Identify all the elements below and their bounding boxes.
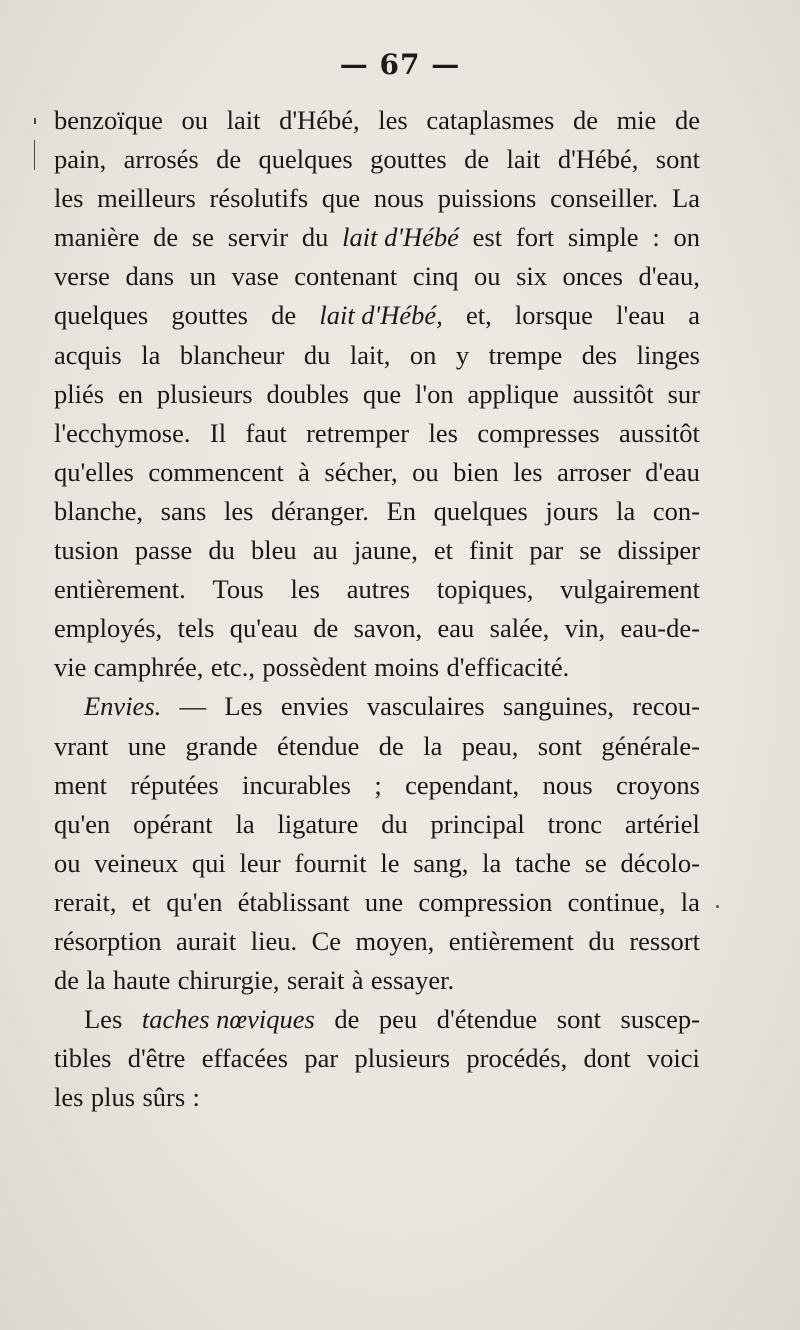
word: les [223, 495, 254, 526]
word: lait [506, 144, 541, 175]
word: topiques, [436, 574, 534, 605]
word: lait, [349, 339, 391, 370]
word: ressort [629, 925, 700, 956]
word: linges [636, 339, 700, 370]
word: verse [54, 261, 110, 292]
word: la [423, 730, 443, 761]
word: tronc [547, 808, 603, 839]
word: et [131, 886, 151, 917]
text-line [54, 453, 700, 492]
word: de [464, 144, 490, 175]
word: par [304, 1043, 339, 1074]
word: Il [209, 417, 227, 448]
margin-mark [34, 118, 36, 124]
text-line [54, 414, 700, 453]
text-line [54, 766, 700, 805]
word: chirurgie, [177, 965, 280, 996]
word: les [54, 1082, 84, 1113]
word: dissiper [617, 535, 700, 566]
text-line [54, 648, 700, 687]
word: d'être [127, 1043, 186, 1074]
word: gouttes [370, 144, 447, 175]
text-line [54, 296, 700, 335]
word: tusion [54, 535, 119, 566]
word: du [303, 339, 331, 370]
word: la [235, 808, 255, 839]
word: mie [616, 105, 657, 135]
word: faut [245, 417, 287, 448]
word: commencent [148, 456, 284, 487]
word: peu [378, 1004, 418, 1035]
word: sont [537, 730, 582, 761]
word: de [674, 105, 700, 135]
word: benzoïque [54, 105, 163, 135]
word: eau-de- [620, 613, 700, 644]
word: acquis [54, 339, 122, 370]
word: lait d'Hébé, [319, 300, 443, 331]
word: la [482, 847, 502, 878]
word: blanche, [54, 495, 144, 526]
word: procédés, [466, 1043, 568, 1074]
word: Les [84, 1004, 123, 1035]
word: six [516, 261, 547, 292]
word: étendue [277, 730, 360, 761]
word: tibles [54, 1043, 112, 1074]
word: de [334, 1004, 360, 1035]
word: d'eau, [638, 261, 700, 292]
word: plusieurs [354, 1043, 451, 1074]
word: d'Hébé, [557, 144, 639, 175]
text-line [54, 1039, 700, 1078]
word: ment [54, 769, 107, 800]
word: La [672, 183, 700, 214]
word: autres [346, 574, 411, 605]
word: blancheur [179, 339, 285, 370]
word: haute [112, 965, 171, 996]
page-number: — 67 — [339, 48, 461, 81]
word: peau, [461, 730, 519, 761]
word: la [680, 886, 700, 917]
word: établissant [237, 886, 350, 917]
word: une [127, 730, 167, 761]
word: voici [646, 1043, 700, 1074]
word: et [433, 535, 454, 566]
word: plus [90, 1082, 136, 1113]
word: principal [430, 808, 525, 839]
word: résolutifs [209, 183, 309, 214]
word: aurait [175, 925, 237, 956]
word: quelques [54, 300, 149, 331]
word: d'étendue [436, 1004, 538, 1035]
text-line [54, 1078, 700, 1117]
word: y [455, 339, 470, 370]
word: serait [286, 965, 345, 996]
word: pain, [54, 144, 107, 175]
word: ou [54, 847, 81, 878]
ink-speck [716, 905, 719, 908]
word: savon, [353, 613, 423, 644]
text-line [54, 336, 700, 375]
word: croyons [616, 769, 700, 800]
word: eau [437, 613, 475, 644]
word: leur [239, 847, 281, 878]
word: qu'en [54, 808, 111, 839]
word: veineux [94, 847, 179, 878]
word: la [86, 965, 106, 996]
word: du [588, 925, 615, 956]
word: ou [181, 105, 209, 135]
word: sont [556, 1004, 601, 1035]
word: la [616, 495, 636, 526]
word: doubles [266, 378, 349, 409]
word: plusieurs [156, 378, 253, 409]
word: d'efficacité. [446, 652, 570, 683]
word: un [189, 261, 217, 292]
word: essayer. [370, 965, 455, 996]
text-line [54, 218, 700, 257]
word: bien [453, 456, 499, 487]
word: pliés [54, 378, 105, 409]
word: fort [515, 222, 555, 253]
word: qu'eau [229, 613, 298, 644]
margin-mark [34, 140, 35, 170]
word: vin, [564, 613, 606, 644]
word: de [216, 144, 242, 175]
word: au [312, 535, 338, 566]
word: on [409, 339, 437, 370]
word: sang, [413, 847, 469, 878]
word: nous [542, 769, 593, 800]
word: se [191, 222, 214, 253]
word: suscep- [620, 1004, 700, 1035]
word: sans [160, 495, 207, 526]
word: lieu. [250, 925, 298, 956]
word: contenant [294, 261, 398, 292]
word: de [153, 222, 179, 253]
word: se [579, 535, 602, 566]
word: de [54, 965, 80, 996]
word: conseiller. [550, 183, 659, 214]
word: etc., [210, 652, 255, 683]
word: de [572, 105, 598, 135]
word: taches nœviques [141, 1004, 315, 1035]
word: entièrement. [54, 574, 186, 605]
word: est [472, 222, 503, 253]
word: recou- [632, 691, 700, 722]
word: retremper [306, 417, 410, 448]
word: employés, [54, 613, 163, 644]
word: camphrée, [93, 652, 204, 683]
word: décolo- [620, 847, 700, 878]
word: jours [545, 495, 599, 526]
word: et, [465, 300, 492, 331]
word: Les [224, 691, 263, 722]
word: une [364, 886, 404, 917]
word: passe [134, 535, 193, 566]
word: d'Hébé, [279, 105, 360, 135]
word: de [378, 730, 404, 761]
word: continue, [567, 886, 666, 917]
word: que [321, 183, 361, 214]
word: vulgairement [560, 574, 700, 605]
word: ou [474, 261, 501, 292]
text-line [54, 883, 700, 922]
word: trempe [488, 339, 563, 370]
word: l'ecchymose. [54, 417, 191, 448]
word: opérant [133, 808, 213, 839]
word: la [141, 339, 161, 370]
text-line [54, 531, 700, 570]
word: lait [226, 105, 261, 135]
word: qui [191, 847, 226, 878]
word: con- [652, 495, 700, 526]
word: ou [412, 456, 439, 487]
word: vie [54, 652, 87, 683]
word: les [290, 574, 320, 605]
word: moins [374, 652, 440, 683]
word: arrosés [123, 144, 199, 175]
word: Envies. [84, 691, 162, 722]
word: que [362, 378, 402, 409]
word: générale- [601, 730, 700, 761]
word: lorsque [514, 300, 593, 331]
word: En [386, 495, 416, 526]
text-line [54, 492, 700, 531]
word: Tous [212, 574, 264, 605]
word: d'eau [645, 456, 700, 487]
word: : [192, 1082, 200, 1113]
word: incurables [242, 769, 351, 800]
word: de [313, 613, 339, 644]
text-line [54, 844, 700, 883]
text-line [54, 140, 700, 179]
word: du [208, 535, 235, 566]
word: à [298, 456, 310, 487]
body-text [54, 101, 700, 1117]
word: dans [125, 261, 175, 292]
word: entièrement [448, 925, 574, 956]
word: envies [280, 691, 349, 722]
word: ; [374, 769, 382, 800]
word: possèdent [262, 652, 367, 683]
word: sanguines, [502, 691, 615, 722]
word: ligature [277, 808, 359, 839]
word: a [688, 300, 700, 331]
word: on [673, 222, 700, 253]
word: aussitôt [618, 417, 700, 448]
word: réputées [130, 769, 219, 800]
word: sûrs [142, 1082, 186, 1113]
word: se [584, 847, 607, 878]
word: Ce [311, 925, 342, 956]
text-line [54, 570, 700, 609]
word: servir [227, 222, 289, 253]
word: gouttes [171, 300, 248, 331]
text-line [54, 375, 700, 414]
word: meilleurs [97, 183, 196, 214]
word: arroser [557, 456, 631, 487]
word: sur [667, 378, 700, 409]
word: résorption [54, 925, 162, 956]
word: quelques [433, 495, 528, 526]
text-line [54, 257, 700, 296]
word: rerait, [54, 886, 117, 917]
text-line [54, 922, 700, 961]
word: — [179, 691, 207, 722]
word: aussitôt [572, 378, 654, 409]
word: du [381, 808, 408, 839]
word: puissions [437, 183, 537, 214]
word: vasculaires [366, 691, 485, 722]
word: vase [231, 261, 279, 292]
word: moyen, [355, 925, 435, 956]
word: bleu [250, 535, 297, 566]
word: cependant, [405, 769, 520, 800]
word: à [351, 965, 364, 996]
text-line [84, 687, 700, 726]
word: l'eau [616, 300, 666, 331]
word: les [513, 456, 543, 487]
word: du [301, 222, 329, 253]
word: simple [567, 222, 639, 253]
word: tache [515, 847, 571, 878]
word: salée, [489, 613, 550, 644]
word: des [581, 339, 618, 370]
word: onces [562, 261, 623, 292]
word: grande [185, 730, 258, 761]
text-line [54, 805, 700, 844]
word: le [380, 847, 400, 878]
text-line [54, 101, 700, 140]
word: compression [418, 886, 553, 917]
word: lait d'Hébé [342, 222, 459, 253]
word: cataplasmes [426, 105, 555, 135]
word: tels [177, 613, 215, 644]
word: jaune, [353, 535, 418, 566]
word: dont [583, 1043, 631, 1074]
word: sont [655, 144, 700, 175]
text-line [54, 179, 700, 218]
word: quelques [258, 144, 353, 175]
word: sécher, [324, 456, 398, 487]
word: finit [469, 535, 514, 566]
word: artériel [624, 808, 700, 839]
word: de [271, 300, 297, 331]
word: qu'elles [54, 456, 134, 487]
word: en [117, 378, 143, 409]
word: effacées [201, 1043, 289, 1074]
text-line [84, 1000, 700, 1039]
word: manière [54, 222, 140, 253]
word: nous [373, 183, 424, 214]
text-line [54, 609, 700, 648]
word: fournit [294, 847, 367, 878]
word: l'on [415, 378, 454, 409]
text-line [54, 961, 700, 1000]
word: cinq [412, 261, 459, 292]
word: compresses [477, 417, 600, 448]
word: qu'en [166, 886, 223, 917]
word: : [652, 222, 660, 253]
text-line [54, 727, 700, 766]
word: applique [467, 378, 559, 409]
word: les [428, 417, 458, 448]
word: vrant [54, 730, 109, 761]
word: par [529, 535, 564, 566]
word: les [378, 105, 408, 135]
word: déranger. [271, 495, 369, 526]
word: les [54, 183, 84, 214]
